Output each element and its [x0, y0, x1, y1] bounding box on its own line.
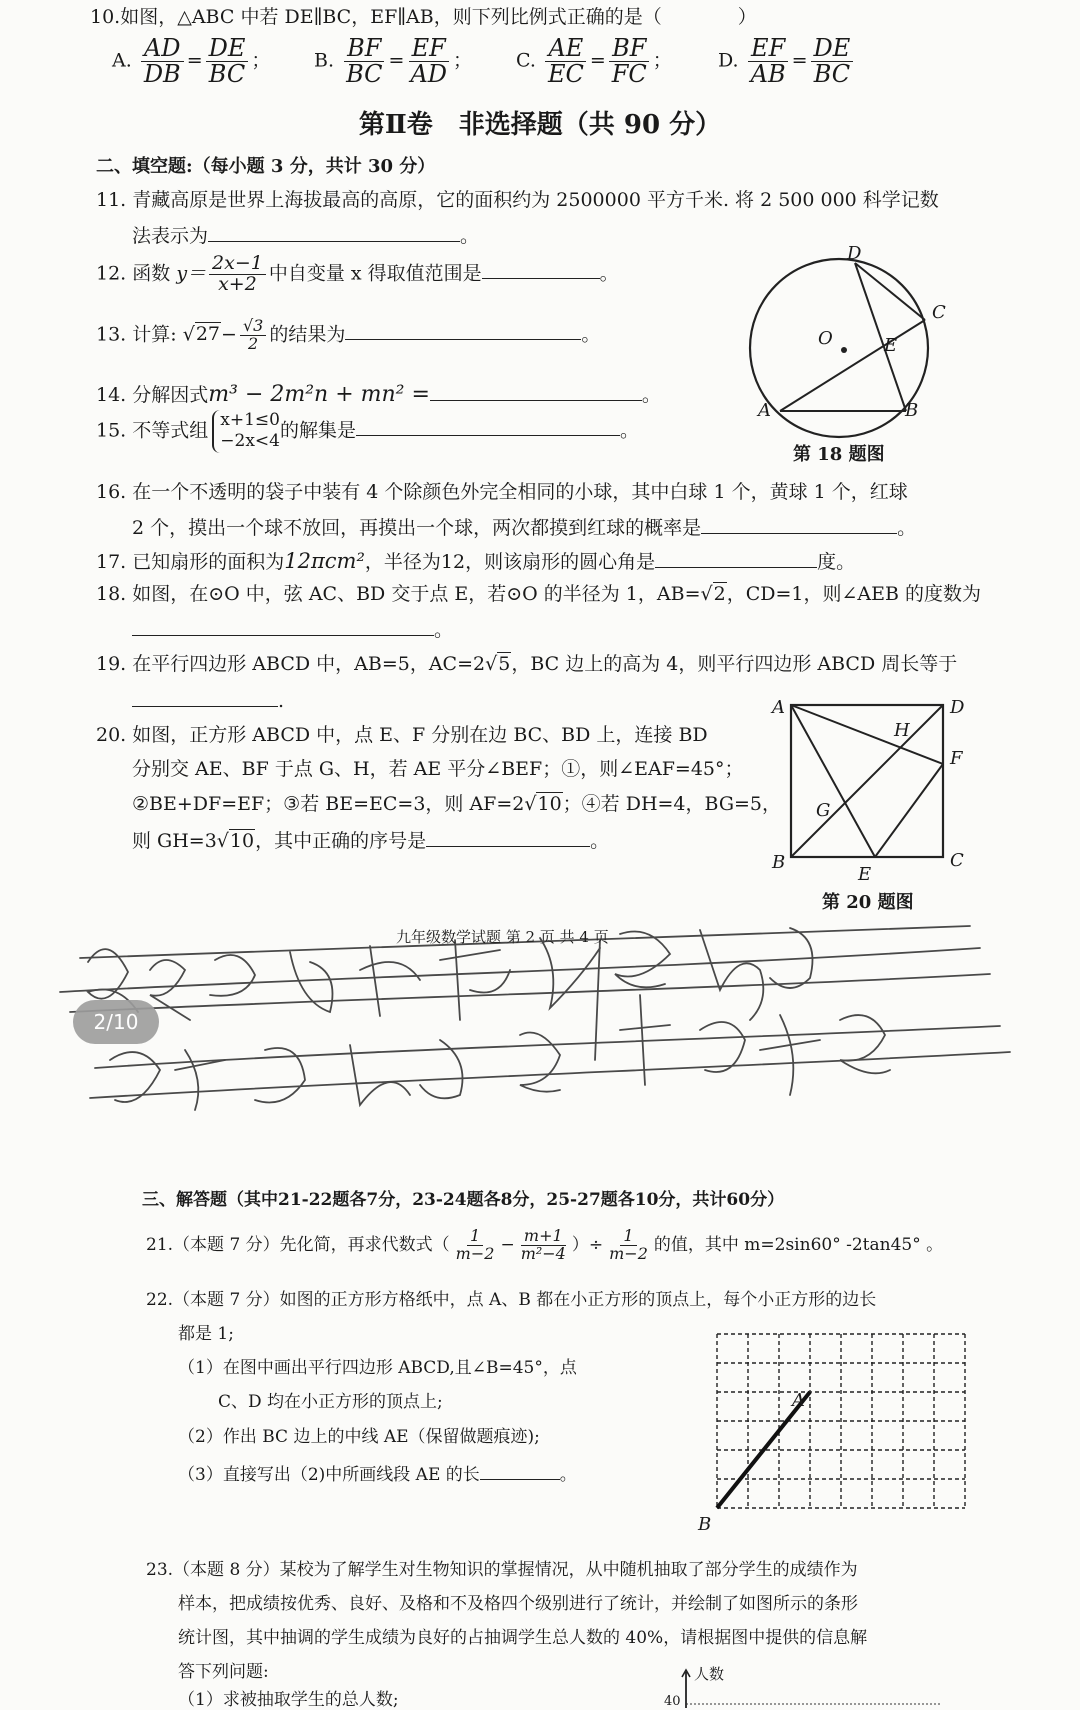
- q22-sub2: （2）作出 BC 边上的中线 AE（保留做题痕迹);: [178, 1427, 540, 1447]
- q22-line1: 22.（本题 7 分）如图的正方形方格纸中，点 A、B 都在小正方形的顶点上，每个小正方形的边长: [146, 1290, 877, 1310]
- q20-line1: 20. 如图，正方形 ABCD 中，点 E、F 分别在边 BC、BD 上，连接 BD: [96, 724, 708, 746]
- section3-heading: 三、解答题（其中21-22题各7分，23-24题各8分，25-27题各10分，共计60分）: [142, 1190, 785, 1210]
- center-point: [841, 347, 847, 353]
- q20-answer-blank[interactable]: [426, 828, 590, 847]
- q23-line5: （1）求被抽取学生的总人数;: [178, 1690, 399, 1710]
- q19-answer-blank[interactable]: [132, 688, 278, 707]
- q16-line2: 2 个，摸出一个球不放回，再摸出一个球，两次都摸到红球的概率是 。: [132, 517, 917, 539]
- fig18-label-a: A: [758, 400, 771, 421]
- fig18-caption: 第 18 题图: [793, 444, 885, 465]
- fig20-label-d: D: [950, 697, 965, 718]
- q23-line1: 23.（本题 8 分）某校为了解学生对生物知识的掌握情况，从中随机抽取了部分学生的成绩作为: [146, 1560, 858, 1580]
- q22-sub3: （3）直接写出（2)中所画线段 AE 的长 。: [178, 1461, 577, 1485]
- q23-y-tick-40: 40: [664, 1694, 681, 1709]
- page-indicator-badge[interactable]: 2/10: [73, 1000, 159, 1044]
- fig18-label-o: O: [818, 328, 833, 349]
- handwritten-scribble-overlay: [0, 900, 1080, 1140]
- q19-line1: 19. 在平行四边形 ABCD 中，AB=5，AC=2√5，BC 边上的高为 4，则平行四边形 ABCD 周长等于: [96, 653, 958, 675]
- q16-line1: 16. 在一个不透明的袋子中装有 4 个除颜色外完全相同的小球，其中白球 1 个，黄球 1 个，红球: [96, 481, 908, 503]
- q11-line2: 法表示为 。: [132, 225, 480, 247]
- q10-options: [112, 36, 992, 96]
- q17-answer-blank[interactable]: [655, 549, 817, 568]
- diagonal-bd: [791, 705, 943, 857]
- q12: 12. 函数 y＝ $\frac{2x-1}{x+2}$ 中自变量 x 得取值范围是 。: [96, 252, 619, 295]
- q22-label-a: A: [792, 1390, 805, 1411]
- q10-option-a[interactable]: A. $\frac{AD}{DB}$ = $\frac{DE}{BC}$ ；: [112, 34, 271, 89]
- q18-answer-blank[interactable]: [132, 617, 434, 636]
- q10-option-b[interactable]: B. $\frac{BF}{BC}$ = $\frac{EF}{AD}$ ；: [314, 34, 473, 89]
- fig20-label-f: F: [950, 748, 963, 769]
- chord-ac: [780, 320, 925, 411]
- q12-answer-blank[interactable]: [482, 260, 600, 279]
- fig20-caption: 第 20 题图: [822, 892, 914, 913]
- q23-line4: 答下列问题:: [178, 1662, 269, 1682]
- segment-ef: [875, 764, 943, 857]
- fig20-label-c: C: [950, 850, 964, 871]
- q22-answer-blank[interactable]: [480, 1461, 560, 1480]
- section2-heading: 二、填空题:（每小题 3 分，共计 30 分）: [96, 156, 436, 177]
- q22-grid-paper[interactable]: [715, 1330, 971, 1520]
- q13: 13. 计算: √27− $\frac{√3}{2}$ 的结果为 。: [96, 316, 601, 353]
- segment-af: [791, 705, 943, 764]
- q22-sub1b: C、D 均在小正方形的顶点上;: [218, 1392, 443, 1412]
- q23-bar-chart-axis: [680, 1668, 980, 1708]
- q22-label-b: B: [698, 1514, 712, 1535]
- fig20-label-h: H: [894, 720, 910, 741]
- q15-answer-blank[interactable]: [356, 417, 620, 436]
- segment-ae: [791, 705, 875, 857]
- fig18-label-b: B: [905, 400, 919, 421]
- q20-line4: 则 GH=3√10，其中正确的序号是 。: [132, 830, 610, 852]
- q11-answer-blank[interactable]: [208, 223, 460, 242]
- q21: 21.（本题 7 分）先化简，再求代数式（ $\frac{1}{m-2}$ − $\frac{m+1}{\text{m²−4}}$ ）÷ $\frac{1}{m-2}$ 的值，其中 m=2sin60° -2tan45° 。: [146, 1226, 944, 1263]
- q14: 14. 分解因式m³ − 2m²n + mn² = 。: [96, 382, 661, 407]
- figure-20-square: [790, 704, 945, 860]
- q20-line2: 分别交 AE、BF 于点 G、H，若 AE 平分∠BEF；①，则∠EAF=45°；: [132, 758, 744, 780]
- fig20-label-e: E: [858, 864, 872, 885]
- q14-answer-blank[interactable]: [430, 382, 642, 401]
- q20-line3: ②BE+DF=EF；③若 BE=EC=3，则 AF=2√10；④若 DH=4，BG=5，: [132, 793, 782, 815]
- q13-answer-blank[interactable]: [345, 321, 581, 340]
- q18-line2: 。: [132, 617, 453, 642]
- q23-line3: 统计图，其中抽调的学生成绩为良好的占抽调学生总人数的 40%，请根据图中提供的信息解: [178, 1628, 868, 1648]
- q17: 17. 已知扇形的面积为12πcm²，半径为12，则该扇形的圆心角是 度。: [96, 549, 856, 573]
- q22-sub1a: （1）在图中画出平行四边形 ABCD,且∠B=45°，点: [178, 1358, 577, 1378]
- q10-option-c[interactable]: C. $\frac{AE}{EC}$ = $\frac{BF}{FC}$ ；: [516, 34, 672, 89]
- fig18-label-e: E: [884, 335, 898, 356]
- part2-title: 第Ⅱ卷 非选择题（共 90 分）: [358, 110, 722, 140]
- q10-stem: 10.如图，△ABC 中若 DE∥BC，EF∥AB，则下列比例式正确的是（ ）: [90, 6, 757, 28]
- page-footer: 九年级数学试题 第 2 页 共 4 页: [396, 928, 609, 946]
- q23-y-axis-label: 人数: [694, 1665, 725, 1683]
- fig18-label-d: D: [847, 243, 862, 264]
- q18-line1: 18. 如图，在⊙O 中，弦 AC、BD 交于点 E，若⊙O 的半径为 1，AB=√2，CD=1，则∠AEB 的度数为: [96, 583, 982, 605]
- q10-option-d[interactable]: D. $\frac{EF}{AB}$ = $\frac{DE}{BC}$: [718, 36, 856, 87]
- q22-line2: 都是 1;: [178, 1324, 234, 1344]
- figure-18-circle: [740, 240, 950, 460]
- q23-line2: 样本，把成绩按优秀、良好、及格和不及格四个级别进行了统计，并绘制了如图所示的条形: [178, 1594, 858, 1614]
- q16-answer-blank[interactable]: [701, 515, 897, 534]
- q11-line1: 11. 青藏高原是世界上海拔最高的高原，它的面积约为 2500000 平方千米. 将 2 500 000 科学记数: [96, 189, 939, 211]
- q15: 15. 不等式组 x+1≤0 −2x<4 的解集是 。: [96, 410, 640, 452]
- q19-line2: .: [132, 688, 284, 713]
- fig20-label-a: A: [772, 697, 785, 718]
- fig20-label-b: B: [772, 852, 786, 873]
- fig18-label-c: C: [932, 302, 946, 323]
- fig20-label-g: G: [816, 800, 831, 821]
